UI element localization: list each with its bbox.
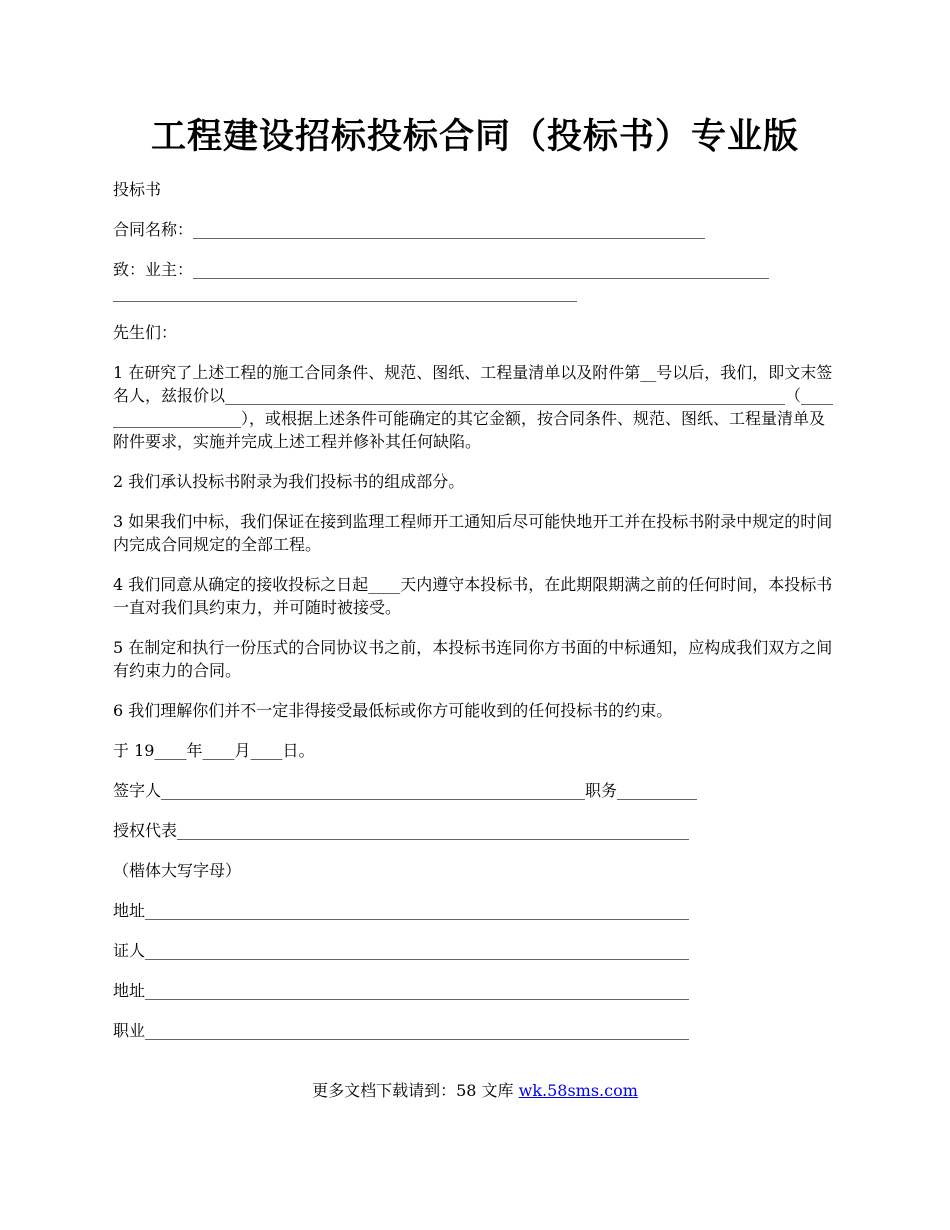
footer-text: 更多文档下载请到：58 文库 [312,1081,519,1100]
date-line: 于 19____年____月____日。 [113,741,315,760]
greeting: 先生们： [113,323,178,342]
footer [0,1079,950,1102]
document-title: 工程建设招标投标合同（投标书）专业版 [150,116,799,157]
clause-6: 6 我们理解你们并不一定非得接受最低标或你方可能收到的任何投标书的约束。 [113,701,673,720]
clause-2: 2 我们承认投标书附录为我们投标书的组成部分。 [113,472,465,491]
document-body [113,178,839,1042]
footer-link[interactable]: wk.58sms.com [518,1081,638,1100]
print-note: （楷体大写字母） [113,861,242,880]
signer-line: 签字人_____________________________________________________职务__________ [113,781,698,800]
clause-4: 4 我们同意从确定的接收投标之日起____天内遵守本投标书，在此期限期满之前的任何时间，本投标书一直对我们具约束力，并可随时被接受。 [113,575,833,617]
address-line-1: 地址____________________________________________________________________ [113,901,690,920]
clause-3: 3 如果我们中标，我们保证在接到监理工程师开工通知后尽可能快地开工并在投标书附录中规定的时间内完成合同规定的全部工程。 [113,512,833,554]
contract-name-line: 合同名称：________________________________________________________________ [113,220,706,239]
heading-tender: 投标书 [113,180,162,199]
clause-1: 1 在研究了上述工程的施工合同条件、规范、图纸、工程量清单以及附件第__号以后，我们，即文末签名人，兹报价以______________________________________________________________________（____________________），或根据上述条件可能确定的其它金额，按合同条件、规范、图纸、工程量清单及附件要求，实施并完成上述工程并修补其任何缺陷。 [113,363,834,451]
address-line-2: 地址____________________________________________________________________ [113,981,690,1000]
to-owner-line: 致：业主：________________________________________________________________________ [113,260,770,279]
witness-line: 证人____________________________________________________________________ [113,941,690,960]
occupation-line: 职业____________________________________________________________________ [113,1021,690,1040]
clause-5: 5 在制定和执行一份压式的合同协议书之前，本投标书连同你方书面的中标通知，应构成我们双方之间有约束力的合同。 [113,638,833,680]
to-owner-line-continued: __________________________________________________________ [113,283,577,302]
authorized-rep-line: 授权代表________________________________________________________________ [113,821,690,840]
